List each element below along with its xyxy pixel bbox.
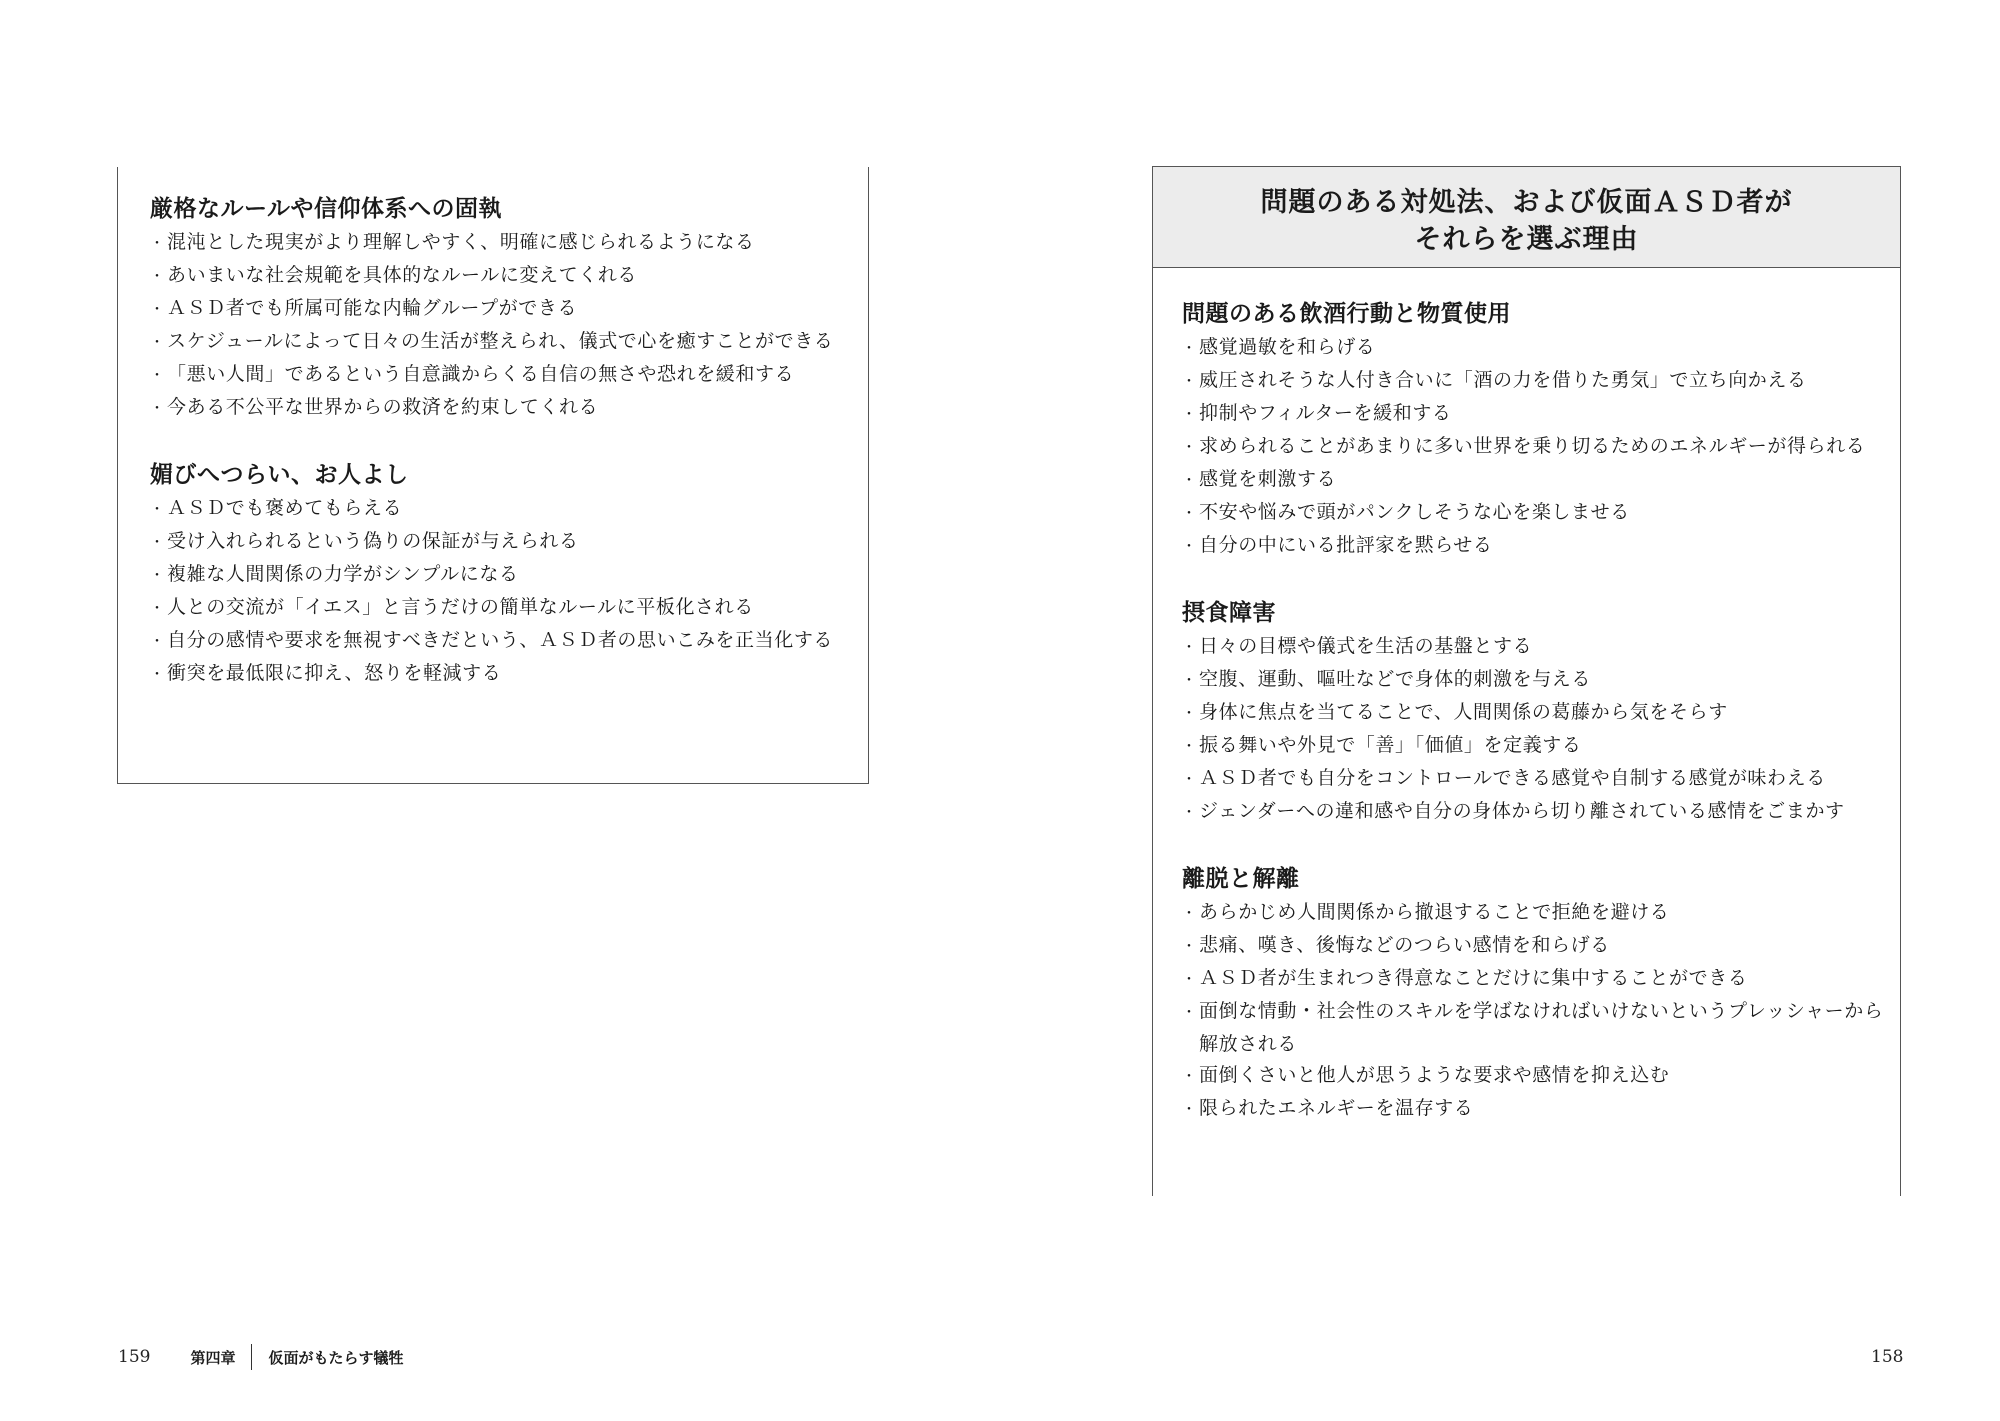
footer-divider xyxy=(251,1344,252,1370)
page-number: 159 xyxy=(118,1347,151,1367)
list-item: ・ 悲痛、嘆き、後悔などのつらい感情を和らげる xyxy=(1182,930,1887,963)
bullet-list xyxy=(1182,631,1887,829)
list-item: ・ ＡＳＤ者でも自分をコントロールできる感覚や自制する感覚が味わえる xyxy=(1182,763,1887,796)
box-title-line-1: 問題のある対処法、および仮面ＡＳＤ者が xyxy=(1260,187,1793,218)
section-drinking-substance xyxy=(1182,298,1887,563)
bullet-list xyxy=(1182,332,1887,563)
section-title: 摂食障害 xyxy=(1182,600,1276,626)
list-item: ・ ジェンダーへの違和感や自分の身体から切り離されている感情をごまかす xyxy=(1182,796,1887,829)
list-item: ・ 身体に焦点を当てることで、人間関係の葛藤から気をそらす xyxy=(1182,697,1887,730)
section-title: 離脱と解離 xyxy=(1182,866,1300,892)
list-item: ・ 日々の目標や儀式を生活の基盤とする xyxy=(1182,631,1887,664)
list-item: ・ 自分の感情や要求を無視すべきだという、ＡＳＤ者の思いこみを正当化する xyxy=(150,625,850,658)
list-item: ・ 受け入れられるという偽りの保証が与えられる xyxy=(150,526,850,559)
right-content-box xyxy=(1152,166,1901,1196)
list-item: ・ 振る舞いや外見で「善」「価値」を定義する xyxy=(1182,730,1887,763)
section-title: 媚びへつらい、お人よし xyxy=(150,462,409,488)
right-page-footer xyxy=(1871,1342,1903,1372)
list-item: ・ ＡＳＤでも褒めてもらえる xyxy=(150,493,850,526)
list-item: ・ 面倒くさいと他人が思うような要求や感情を抑え込む xyxy=(1182,1060,1887,1093)
list-item: ・ 「悪い人間」であるという自意識からくる自信の無さや恐れを緩和する xyxy=(150,359,850,392)
list-item: ・ 自分の中にいる批評家を黙らせる xyxy=(1182,530,1887,563)
right-page xyxy=(1000,0,2000,1421)
bullet-list xyxy=(150,227,850,425)
section-withdrawal-dissociation xyxy=(1182,863,1887,1126)
chapter-title: 仮面がもたらす犠牲 xyxy=(268,1348,404,1367)
box-title-line-2: それらを選ぶ理由 xyxy=(1414,224,1639,255)
section-title: 問題のある飲酒行動と物質使用 xyxy=(1182,301,1511,327)
list-item: ・ 威圧されそうな人付き合いに「酒の力を借りた勇気」で立ち向かえる xyxy=(1182,365,1887,398)
list-item: ・ 複雑な人間関係の力学がシンプルになる xyxy=(150,559,850,592)
list-item: ・ 限られたエネルギーを温存する xyxy=(1182,1093,1887,1126)
list-item: ・ ＡＳＤ者が生まれつき得意なことだけに集中することができる xyxy=(1182,963,1887,996)
left-page-footer xyxy=(118,1342,403,1372)
list-item: ・ 不安や悩みで頭がパンクしそうな心を楽しませる xyxy=(1182,497,1887,530)
box-title-band xyxy=(1153,167,1900,268)
left-box-content xyxy=(150,193,850,725)
list-item: ・ 抑制やフィルターを緩和する xyxy=(1182,398,1887,431)
page-number: 158 xyxy=(1871,1347,1904,1367)
list-item: ・ 今ある不公平な世界からの救済を約束してくれる xyxy=(150,392,850,425)
left-content-box xyxy=(117,167,869,784)
list-item: ・ 混沌とした現実がより理解しやすく、明確に感じられるようになる xyxy=(150,227,850,260)
list-item: ・ 求められることがあまりに多い世界を乗り切るためのエネルギーが得られる xyxy=(1182,431,1887,464)
section-people-pleasing xyxy=(150,459,850,691)
bullet-list xyxy=(1182,897,1887,1126)
list-item: ・ 人との交流が「イエス」と言うだけの簡単なルールに平板化される xyxy=(150,592,850,625)
list-item: ・ 感覚過敏を和らげる xyxy=(1182,332,1887,365)
list-item: ・ 衝突を最低限に抑え、怒りを軽減する xyxy=(150,658,850,691)
bullet-list xyxy=(150,493,850,691)
list-item: ・ ＡＳＤ者でも所属可能な内輪グループができる xyxy=(150,293,850,326)
section-title: 厳格なルールや信仰体系への固執 xyxy=(150,196,503,222)
list-item: ・ 感覚を刺激する xyxy=(1182,464,1887,497)
section-rigid-rules xyxy=(150,193,850,425)
chapter-label: 第四章 xyxy=(190,1348,236,1367)
list-item: ・ 面倒な情動・社会性のスキルを学ばなければいけないというプレッシャーから解放される xyxy=(1182,996,1887,1060)
list-item: ・ あらかじめ人間関係から撤退することで拒絶を避ける xyxy=(1182,897,1887,930)
right-box-content xyxy=(1182,298,1887,1160)
list-item: ・ 空腹、運動、嘔吐などで身体的刺激を与える xyxy=(1182,664,1887,697)
list-item: ・ スケジュールによって日々の生活が整えられ、儀式で心を癒すことができる xyxy=(150,326,850,359)
section-eating-disorder xyxy=(1182,597,1887,829)
list-item: ・ あいまいな社会規範を具体的なルールに変えてくれる xyxy=(150,260,850,293)
